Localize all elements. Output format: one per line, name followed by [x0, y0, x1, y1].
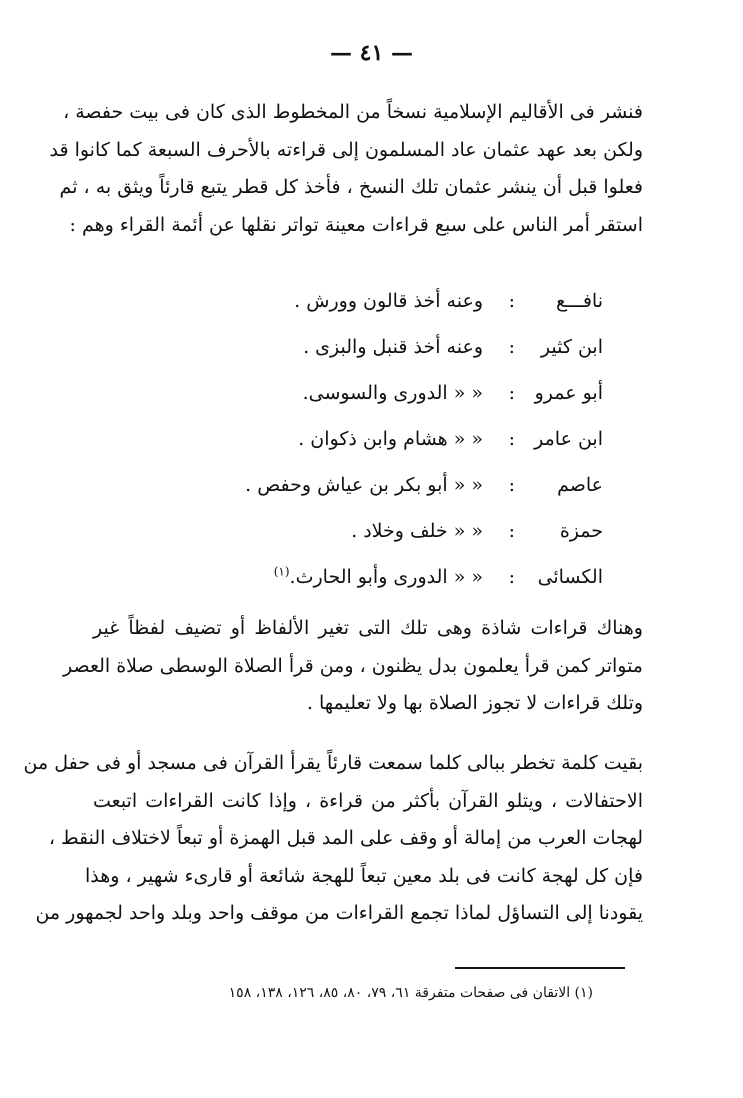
- text-line: بقيت كلمة تخطر ببالى كلما سمعت قارئاً يقرأ القرآن فى مسجد أو فى حفل من: [23, 752, 643, 774]
- seven-readers-list: [203, 278, 603, 600]
- separator-colon: :: [508, 382, 515, 404]
- reader-narrators-text: « « الدورى وأبو الحارث.: [289, 566, 483, 588]
- reader-name: أبو عمرو: [534, 382, 603, 404]
- text-line: فنشر فى الأقاليم الإسلامية نسخاً من المخطوط الذى كان فى بيت حفصة ،: [63, 101, 643, 123]
- reader-name: ابن عامر: [534, 428, 603, 450]
- reader-name: حمزة: [559, 520, 603, 542]
- reader-row-ibn-amir: [203, 416, 603, 462]
- paragraph-shadh-readings: [62, 610, 643, 723]
- text-line: الاحتفالات ، ويتلو القرآن بأكثر من قراءة ، وإذا كانت القراءات اتبعت: [93, 789, 643, 812]
- footnote-divider: [455, 967, 625, 969]
- separator-colon: :: [508, 290, 515, 312]
- reader-narrators: وعنه أخذ قالون وورش .: [294, 290, 483, 312]
- reader-narrators: « « أبو بكر بن عياش وحفص .: [245, 474, 483, 496]
- footnote: (١) الاتقان فى صفحات متفرقة ٦١، ٧٩، ٨٠، ٨٥، ١٢٦، ١٣٨، ١٥٨: [228, 985, 593, 1001]
- text-line: لهجات العرب من إمالة أو وقف على المد قبل الهمزة أو تبعاً لاختلاف النقط ،: [48, 827, 643, 849]
- separator-colon: :: [508, 474, 515, 496]
- page-number: — ٤١ —: [330, 40, 413, 66]
- reader-row-ibn-kathir: [203, 324, 603, 370]
- text-line: يقودنا إلى التساؤل لماذا تجمع القراءات من موقف واحد وبلد واحد لجمهور من: [35, 902, 643, 924]
- reader-row-kisai: [203, 554, 603, 600]
- separator-colon: :: [508, 336, 515, 358]
- reader-row-asim: [203, 462, 603, 508]
- separator-colon: :: [508, 520, 515, 542]
- reader-narrators: وعنه أخذ قنبل والبزى .: [303, 336, 483, 358]
- text-line: فإن كل لهجة كانت فى بلد معين تبعاً للهجة شائعة أو قارىء شهير ، وهذا: [85, 864, 643, 887]
- reader-narrators: « « هشام وابن ذكوان .: [298, 428, 483, 450]
- paragraph-reflection: [23, 745, 643, 933]
- reader-name: عاصم: [557, 474, 603, 496]
- separator-colon: :: [508, 566, 515, 588]
- text-line: وهناك قراءات شاذة وهى تلك التى تغير الألفاظ أو تضيف لفظاً غير: [93, 617, 643, 639]
- text-line: ولكن بعد عهد عثمان عاد المسلمون إلى قراءته بالأحرف السبعة كما كانوا قد: [49, 138, 643, 161]
- reader-row-abu-amr: [203, 370, 603, 416]
- reader-row-hamza: [203, 508, 603, 554]
- text-line: فعلوا قبل أن ينشر عثمان تلك النسخ ، فأخذ كل قطر يتبع قارئاً ويثق به ، ثم: [59, 176, 643, 198]
- reader-narrators: « « خلف وخلاد .: [351, 520, 483, 542]
- text-line: متواتر كمن قرأ يعلمون بدل يظنون ، ومن قرأ الصلاة الوسطى صلاة العصر: [62, 654, 643, 677]
- text-line: وتلك قراءات لا تجوز الصلاة بها ولا تعليمها .: [306, 692, 643, 714]
- reader-name: الكسائى: [537, 566, 603, 588]
- text-line: استقر أمر الناس على سبع قراءات معينة تواتر نقلها عن أئمة القراء وهم :: [69, 213, 643, 236]
- footnote-marker: (١): [273, 564, 290, 579]
- reader-narrators: [274, 554, 483, 600]
- reader-narrators: « « الدورى والسوسى.: [302, 382, 483, 404]
- reader-name: ابن كثير: [540, 336, 603, 358]
- reader-row-nafi: [203, 278, 603, 324]
- paragraph-uthman-copies: [49, 94, 643, 244]
- reader-name: نافـــع: [556, 290, 603, 312]
- separator-colon: :: [508, 428, 515, 450]
